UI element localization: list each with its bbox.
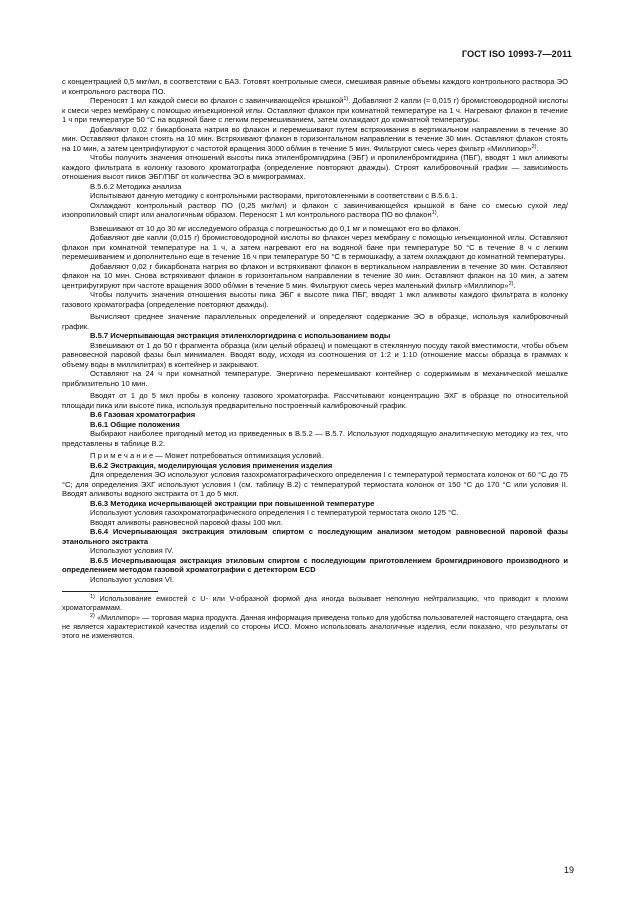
footnote-ref: 2) xyxy=(531,143,537,150)
main-text xyxy=(62,77,568,640)
footnote-ref: 1) xyxy=(343,96,349,102)
section-heading: В.6.2 Экстракция, моделирующая условия применения изделия xyxy=(90,460,333,470)
paragraph: Вводят аликвоты равновесной паровой фазы 100 мкл. xyxy=(90,517,283,527)
section-heading: В.5.7 Исчерпывающая экстракция этиленхлоргидрина с использованием воды xyxy=(90,331,391,340)
paragraph-text: Охлаждают контрольный раствор ПО (0,25 мкг/мл) и флакон с завинчивающейся крышкой в бане со смесью сухой лед/изопропиловый спирт или аналогичным образом. Переносят 1 мл контрольного раствора ПО во флакон xyxy=(62,200,568,219)
paragraph: Взвешивают от 1 до 50 г фрагмента образца (или целый образец) и помещают в стеклянную посуду такой вместимости, чтобы объем равновесной паровой фазы был минимален. Вводят воду, исходя из соотношения от 1:2 и 1:10 (отношение массы образца в граммах к объему воды в миллилитрах) в контейнер и закрывают. xyxy=(62,340,568,369)
section-heading: В.6 Газовая хроматография xyxy=(90,410,196,419)
paragraph: Чтобы получить значения отношения высоты пика ЭБГ к высоте пика ПБГ, вводят 1 мкл аликвоты каждого фильтрата в колонку газового хроматографа (определение повторяют дважды). xyxy=(62,290,568,309)
footnote xyxy=(62,594,568,613)
paragraph-text: Переносят 1 мл каждой смеси во флакон с завинчивающейся крышкой xyxy=(90,96,344,105)
subsection-title: В.5.6.2 Методика анализа xyxy=(90,181,182,191)
paragraph xyxy=(62,262,568,291)
footnote-text: Использование емкостей с U- или V-образной формой дна иногда вызывает неполную нейтрализацию, что приводит к плохим хроматограммам. xyxy=(62,594,568,613)
paragraph: Чтобы получить значения отношений высоты пика этиленбромгидрина (ЭБГ) и пропиленбромгидрина (ПБГ), вводят 1 мкл аликвоты каждого фильтрата в колонку газового хроматографа (определение повторяют дважды). Строят калибровочный график — зависимость отношения высот пиков ЭБГ/ПБГ от количества ЭО в микрограммах. xyxy=(62,153,568,181)
paragraph-text: Добавляют 0,02 г бикарбоната натрия во флакон и встряхивают флакон в вертикальном направлении в течение 30 мин. Оставляют флакон на 10 мин. Снова встряхивают флакон в горизонтальном направлении в течение 30 мин. Оставляют флакон на 10 мин, а затем центрифугируют при частоте вращения 3000 об/мин в течение 5 мин. Фильтруют смесь через маленький фильтр «Миллипор» xyxy=(62,261,568,290)
section-heading: В.6.3 Методика исчерпывающей экстракции при повышенной температуре xyxy=(90,498,375,508)
paragraph: Используют условия газохроматографического определения I с температурой термостата около 125 °С. xyxy=(90,508,459,517)
paragraph: Используют условия VI. xyxy=(90,574,175,584)
footnote-marker: 1) xyxy=(90,594,95,600)
paragraph: с концентрацией 0,5 мкг/мл, в соответствии с БАЗ. Готовят контрольные смеси, смешивая равные объемы каждого контрольного раствора ЭО и контрольного раствора ПО. xyxy=(62,77,568,96)
footnote-ref: 1) xyxy=(431,210,437,216)
paragraph: Добавляют две капли (0,015 г) бромистоводородной кислоты во флакон через мембрану с помощью инъекционной иглы. Оставляют флакон при комнатной температуре на 1 ч, а затем нагревают его на водяной бане при температуре 50 °С в течение 8 ч с легким перемешиванием и дополнительно еще в течение 16 ч при температуре 50 °С в термошкафу, а затем охлаждают до комнатной температуры. xyxy=(62,233,568,261)
paragraph: Взвешивают от 10 до 30 мг исследуемого образца с погрешностью до 0,1 мг и помещают его во флакон. xyxy=(90,223,461,233)
paragraph xyxy=(62,201,568,220)
paragraph-text: Добавляют 0,02 г бикарбоната натрия во флакон и перемешивают путем встряхивания в вертикальном направлении в течение 30 мин. Оставляют флакон стоять на 10 мин. Встряхивают флакон в горизонтальном направлении в течение 30 мин. Оставляют флакон стоять на 10 мин, а затем центрифугируют с частотой вращения 3000 об/мин в течение 5 мин. Фильтруют смесь через фильтр «Миллипор» xyxy=(62,124,568,153)
paragraph xyxy=(62,96,568,125)
paragraph-text: . xyxy=(436,210,439,219)
paragraph: Вводят от 1 до 5 мкл пробы в колонку газового хроматографа. Рассчитывают концентрацию ЭХГ в образце по относительной площади пика или высоте пика, используя предварительно построенный калибровочный график. xyxy=(62,391,568,410)
paragraph: Для определения ЭО используют условия газохроматографического определения I с температурой термостата колонок от 60 °С до 75 °С; для определения ЭХГ используют условия I (см. таблицу В.2) с температурой термостата колонок от 150 °С до 170 °С или условия II. Вводят аликвоты водного экстракта от 1 до 5 мкл. xyxy=(62,470,568,498)
paragraph-text: . Добавляют 2 капли (≈ 0,015 г) бромистоводородной кислоты к смеси через мембрану с помощью инъекционной иглы. Оставляют флакон при комнатной температуре на 1 ч. Нагревают флакон в течение 1 ч при температуре 50 °С на водяной бане с легким перемешиванием, затем охлаждают до комнатной температуры. xyxy=(62,96,568,124)
paragraph: Испытывают данную методику с контрольными растворами, приготовленными в соответствии с В.5.6.1. xyxy=(90,191,458,200)
section-heading: В.6.5 Исчерпывающая экстракция этиловым спиртом с последующим приготовлением бромгидринового производного и определением методом газовой хроматографии с детектором ECD xyxy=(62,555,568,574)
standard-header: ГОСТ ISO 10993-7—2011 xyxy=(461,49,572,59)
section-heading: В.6.1 Общие положения xyxy=(90,419,180,429)
footnote-divider xyxy=(62,591,158,592)
paragraph: Вычисляют среднее значение параллельных определений и определяют содержание ЭО в образце, используя калибровочный график. xyxy=(62,312,568,331)
paragraph: Используют условия IV. xyxy=(90,546,174,555)
footnote-marker: 2) xyxy=(90,612,95,619)
paragraph: Оставляют на 24 ч при комнатной температуре. Энергично перемешивают контейнер с содержимым в механической мешалке приблизительно 10 мин. xyxy=(62,369,568,388)
paragraph: Выбирают наиболее пригодный метод из приведенных в В.5.2 — В.5.7. Используют подходящую аналитическую методику из тех, что представлены в таблице В.2. xyxy=(62,429,568,448)
note: П р и м е ч а н и е — Может потребоваться оптимизация условий. xyxy=(90,451,324,460)
paragraph-text: . xyxy=(536,143,539,153)
paragraph xyxy=(62,125,568,154)
page-number: 19 xyxy=(563,865,574,875)
paragraph-text: . xyxy=(513,280,516,290)
footnote xyxy=(62,613,568,641)
section-heading: В.6.4 Исчерпывающая экстракция этиловым спиртом с последующим анализом методом равновесной паровой фазы этанольного экстракта xyxy=(62,527,568,546)
footnote-text: «Миллипор» — торговая марка продукта. Данная информация приведена только для удобства пользователей настоящего стандарта, она не является характеристикой качества изделий со стороны ИСО. Можно использовать аналогичные изделия, если показано, что результаты от этого не изменяются. xyxy=(62,612,568,641)
footnote-ref: 2) xyxy=(508,280,514,287)
